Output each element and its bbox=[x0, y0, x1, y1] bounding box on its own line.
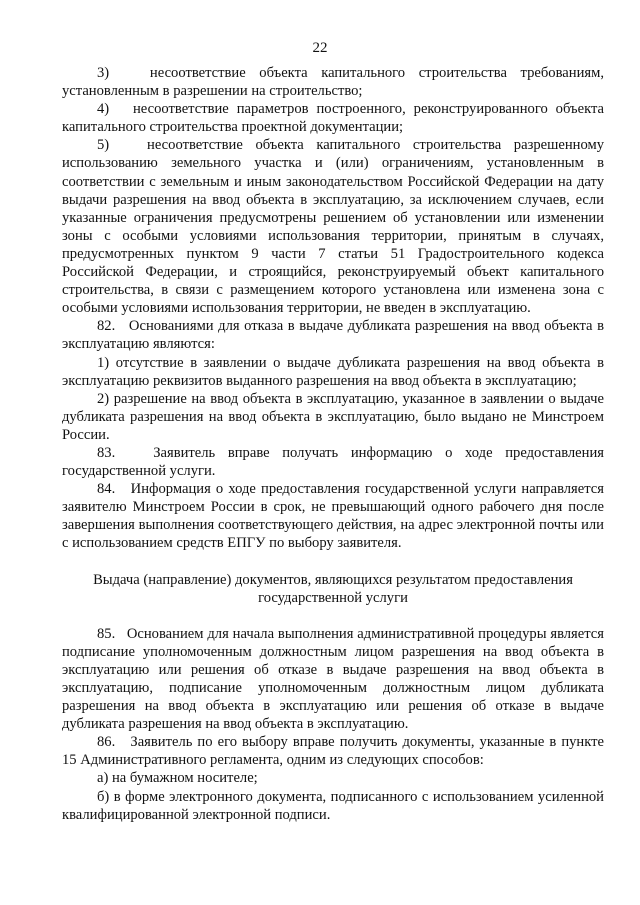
document-body bbox=[62, 64, 604, 824]
section-heading bbox=[62, 571, 604, 607]
paragraph-84: 84. Информация о ходе предоставления государственной услуги направляется заявителю Минстроем России в срок, не превышающий одного рабочего дня после завершения выполнения соответствующего действия, на адрес электронной почты или с использованием средств ЕПГУ по выбору заявителя. bbox=[62, 481, 604, 552]
paragraph-83: 83. Заявитель вправе получать информацию о ходе предоставления государственной услуги. bbox=[62, 444, 604, 480]
paragraph-86: 86. Заявитель по его выбору вправе получить документы, указанные в пункте 15 Административного регламента, одним из следующих способов: bbox=[62, 734, 604, 769]
paragraph-86-item-a: а) на бумажном носителе; bbox=[97, 770, 258, 787]
section-heading-line-1: Выдача (направление) документов, являющихся результатом предоставления bbox=[93, 571, 573, 588]
paragraph-82-item-2: 2) разрешение на ввод объекта в эксплуатацию, указанное в заявлении о выдаче дубликата разрешения на ввод объекта в эксплуатацию, было выдано не Минстроем России. bbox=[62, 390, 604, 443]
paragraph-82-item-1: 1) отсутствие в заявлении о выдаче дубликата разрешения на ввод объекта в эксплуатацию реквизитов выданного разрешения на ввод объекта в эксплуатацию; bbox=[62, 354, 604, 389]
paragraph-86-item-b: б) в форме электронного документа, подписанного с использованием усиленной квалифицированной электронной подписи. bbox=[62, 788, 604, 823]
paragraph-item-3: 3) несоответствие объекта капитального строительства требованиям, установленным в разрешении на строительство; bbox=[62, 65, 604, 100]
paragraph-85: 85. Основанием для начала выполнения административной процедуры является подписание уполномоченным должностным лицом разрешения на ввод объекта в эксплуатацию или решения об отказе в выдаче разрешения на ввод объекта в эксплуатацию, подписание уполномоченным должностным лицом дубликата разрешения на ввод объекта в эксплуатацию или решения об отказе в выдаче дубликата разрешения на ввод объекта в эксплуатацию. bbox=[62, 625, 604, 733]
section-heading-line-2: государственной услуги bbox=[258, 589, 408, 606]
paragraph-item-4: 4) несоответствие параметров построенного, реконструированного объекта капитального строительства проектной документации; bbox=[62, 101, 604, 136]
paragraph-item-5: 5) несоответствие объекта капитального строительства разрешенному использованию земельного участка и (или) ограничениям, установленным в соответствии с земельным и иным законодательством Российской Федерации на дату выдачи разрешения на ввод объекта в эксплуатацию, за исключением случаев, если указанные ограничения предусмотрены решением об установлении или изменении зоны с особыми условиями использования территории, принятым в случаях, предусмотренных пунктом 9 части 7 статьи 51 Градостроительного кодекса Российской Федерации, и строящийся, реконструируемый объект капитального строительства, в связи с размещением которого установлена или изменена зона с особыми условиями использования территории, не введен в эксплуатацию. bbox=[62, 137, 604, 317]
paragraph-82: 82. Основаниями для отказа в выдаче дубликата разрешения на ввод объекта в эксплуатацию являются: bbox=[62, 318, 604, 353]
page-number: 22 bbox=[312, 40, 328, 56]
